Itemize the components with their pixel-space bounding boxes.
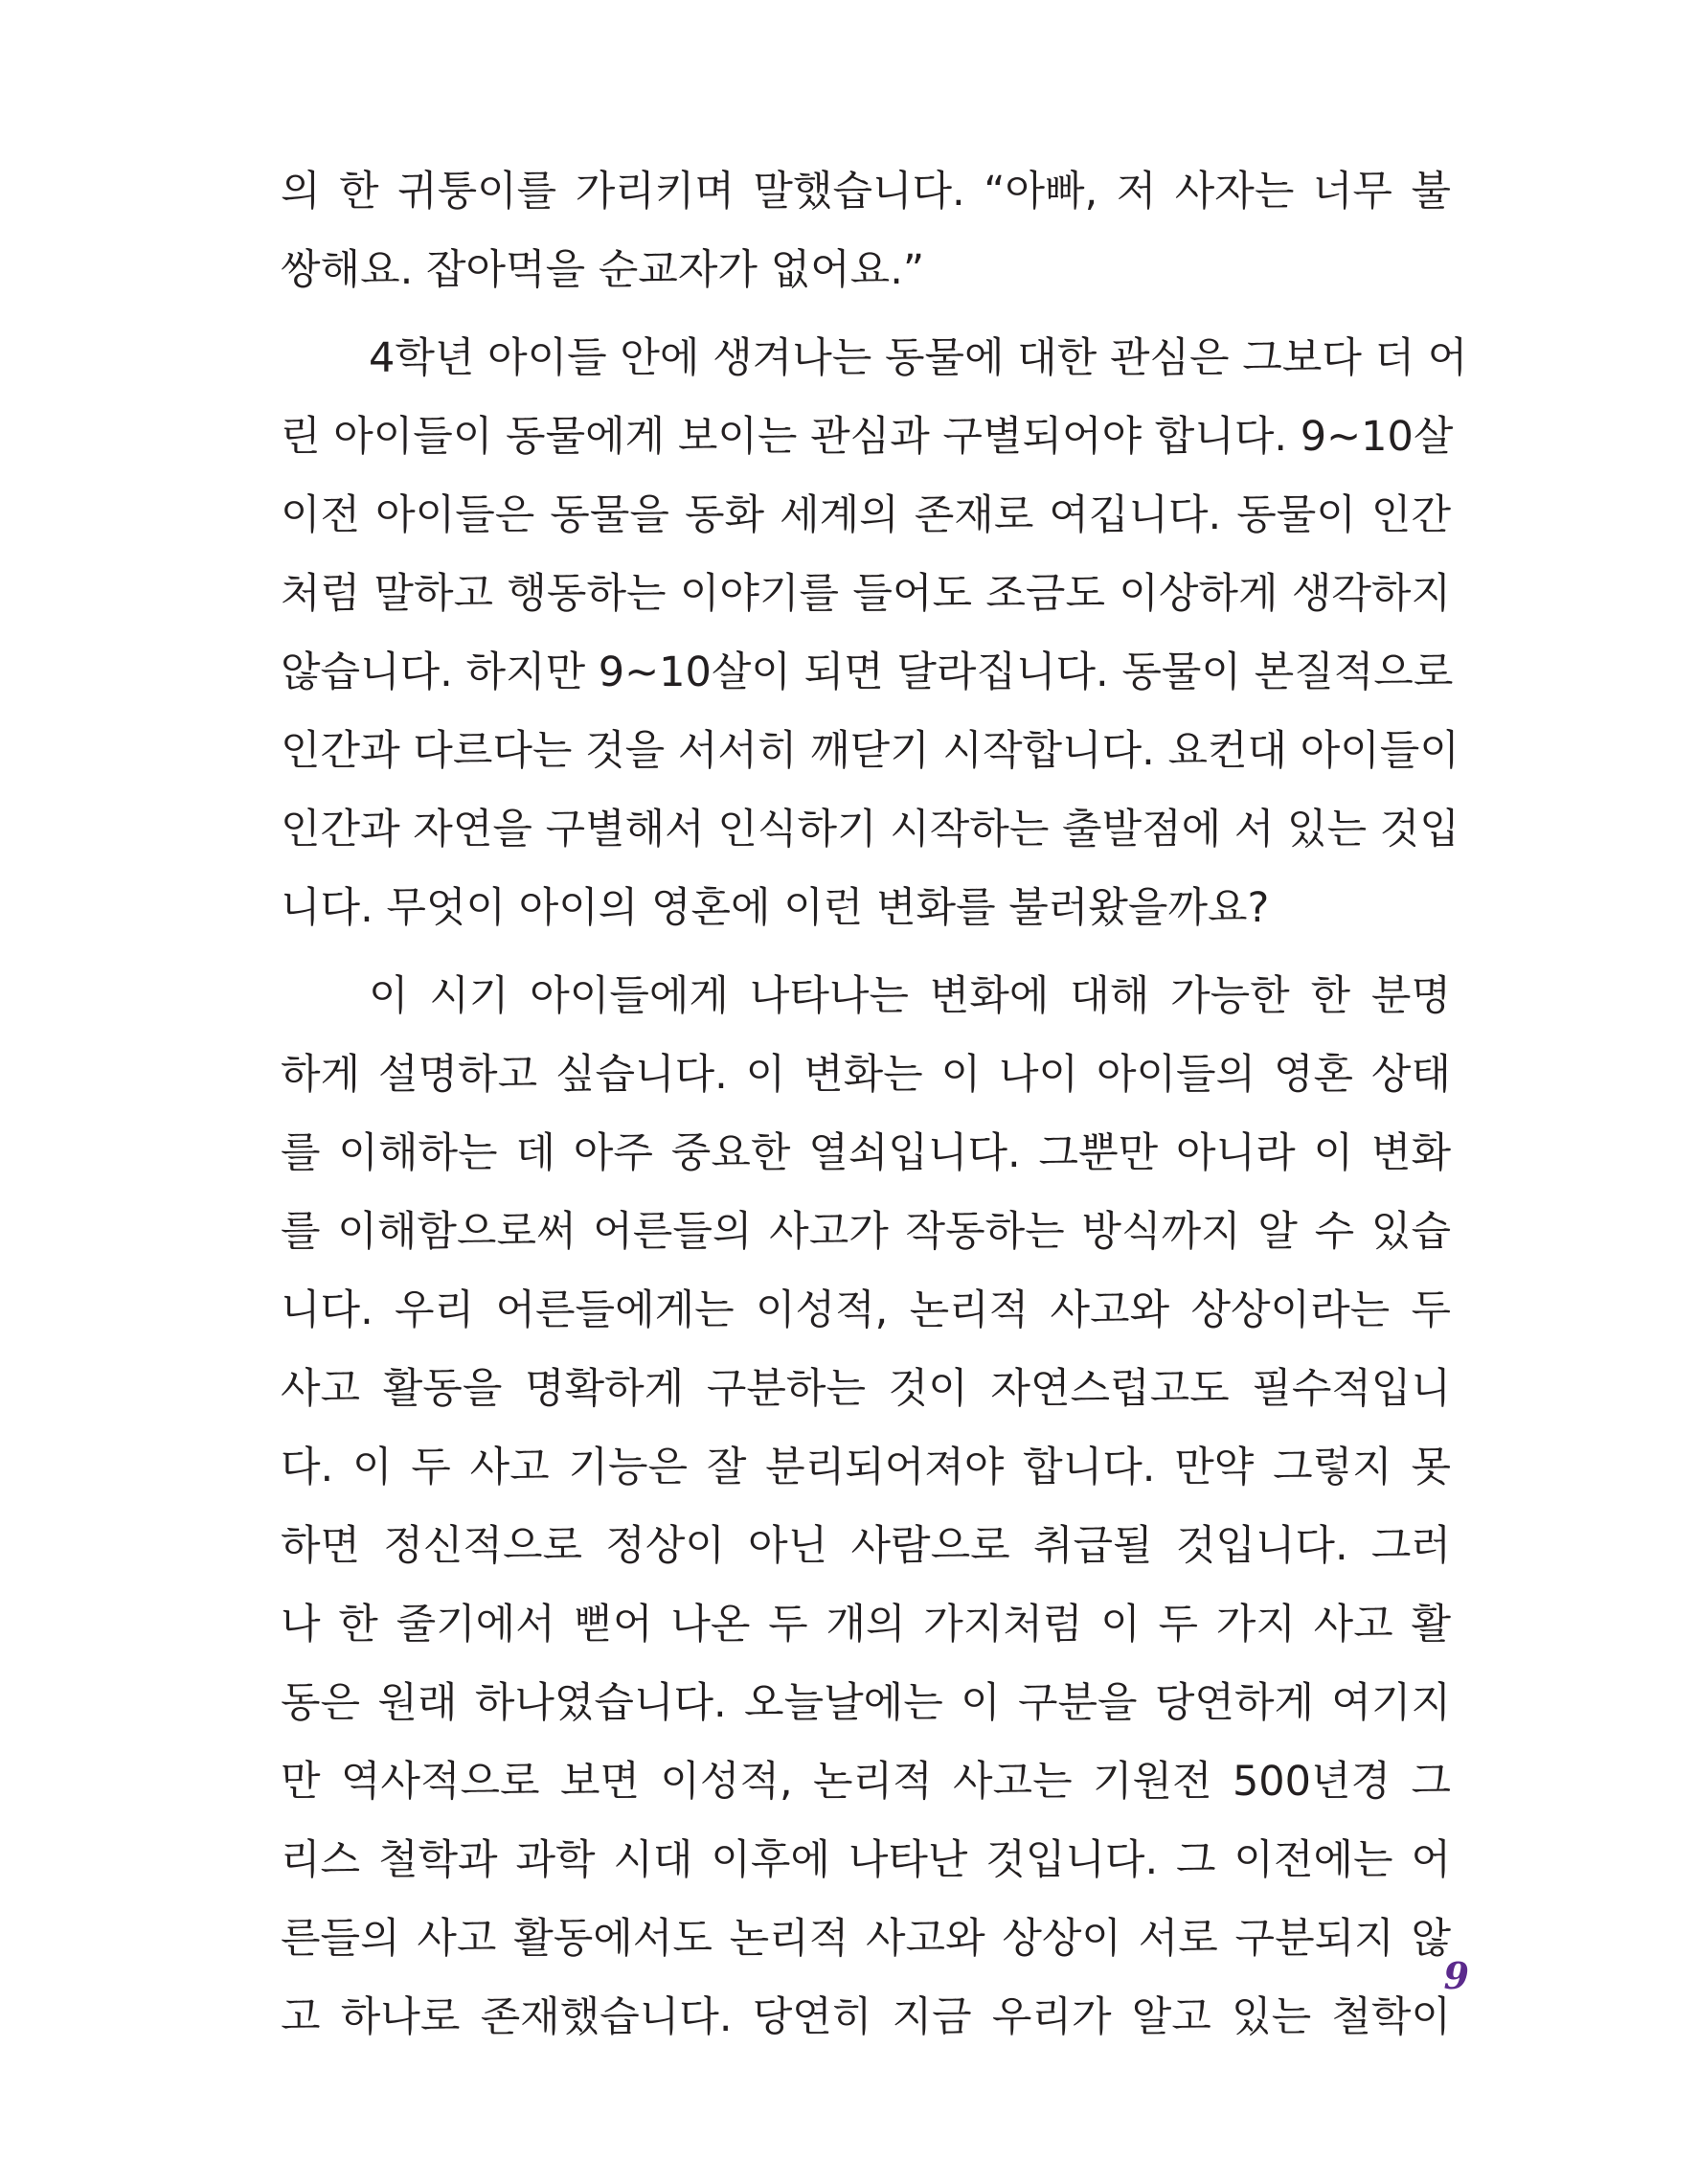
text-line: 동은 원래 하나였습니다. 오늘날에는 이 구분을 당연하게 여기지	[281, 1679, 1451, 1727]
text-line: 를 이해하는 데 아주 중요한 열쇠입니다. 그뿐만 아니라 이 변화	[281, 1129, 1451, 1177]
text-line: 나 한 줄기에서 뻗어 나온 두 개의 가지처럼 이 두 가지 사고 활	[281, 1601, 1451, 1649]
text-line: 쌍해요. 잡아먹을 순교자가 없어요.”	[281, 246, 925, 294]
page-number: 9	[1443, 1954, 1469, 1997]
text-line: 이전 아이들은 동물을 동화 세계의 존재로 여깁니다. 동물이 인간	[281, 491, 1451, 539]
text-line: 니다. 우리 어른들에게는 이성적, 논리적 사고와 상상이라는 두	[281, 1286, 1451, 1334]
text-line: 만 역사적으로 보면 이성적, 논리적 사고는 기원전 500년경 그	[281, 1758, 1451, 1806]
text-line: 않습니다. 하지만 9~10살이 되면 달라집니다. 동물이 본질적으로	[281, 648, 1454, 696]
text-line: 리스 철학과 과학 시대 이후에 나타난 것입니다. 그 이전에는 어	[281, 1836, 1451, 1884]
text-line: 른들의 사고 활동에서도 논리적 사고와 상상이 서로 구분되지 않	[281, 1915, 1451, 1963]
text-line: 린 아이들이 동물에게 보이는 관심과 구별되어야 합니다. 9~10살	[281, 413, 1454, 461]
paragraph-first-line: 4학년 아이들 안에 생겨나는 동물에 대한 관심은 그보다 더 어	[369, 334, 1468, 382]
text-line: 하게 설명하고 싶습니다. 이 변화는 이 나이 아이들의 영혼 상태	[281, 1051, 1451, 1099]
text-line: 인간과 자연을 구별해서 인식하기 시작하는 출발점에 서 있는 것입	[281, 806, 1459, 853]
text-line: 의 한 귀퉁이를 가리키며 말했습니다. “아빠, 저 사자는 너무 불	[281, 168, 1451, 216]
text-line: 다. 이 두 사고 기능은 잘 분리되어져야 합니다. 만약 그렇지 못	[281, 1444, 1451, 1491]
text-line: 니다. 무엇이 아이의 영혼에 이런 변화를 불러왔을까요?	[281, 884, 1270, 932]
text-line: 인간과 다르다는 것을 서서히 깨닫기 시작합니다. 요컨대 아이들이	[281, 727, 1459, 775]
text-line: 처럼 말하고 행동하는 이야기를 들어도 조금도 이상하게 생각하지	[281, 570, 1451, 618]
text-line: 고 하나로 존재했습니다. 당연히 지금 우리가 알고 있는 철학이	[281, 1993, 1451, 2041]
text-line: 를 이해함으로써 어른들의 사고가 작동하는 방식까지 알 수 있습	[281, 1208, 1451, 1256]
text-line: 사고 활동을 명확하게 구분하는 것이 자연스럽고도 필수적입니	[281, 1365, 1451, 1413]
paragraph-first-line: 이 시기 아이들에게 나타나는 변화에 대해 가능한 한 분명	[369, 972, 1451, 1020]
text-line: 하면 정신적으로 정상이 아닌 사람으로 취급될 것입니다. 그러	[281, 1522, 1451, 1570]
